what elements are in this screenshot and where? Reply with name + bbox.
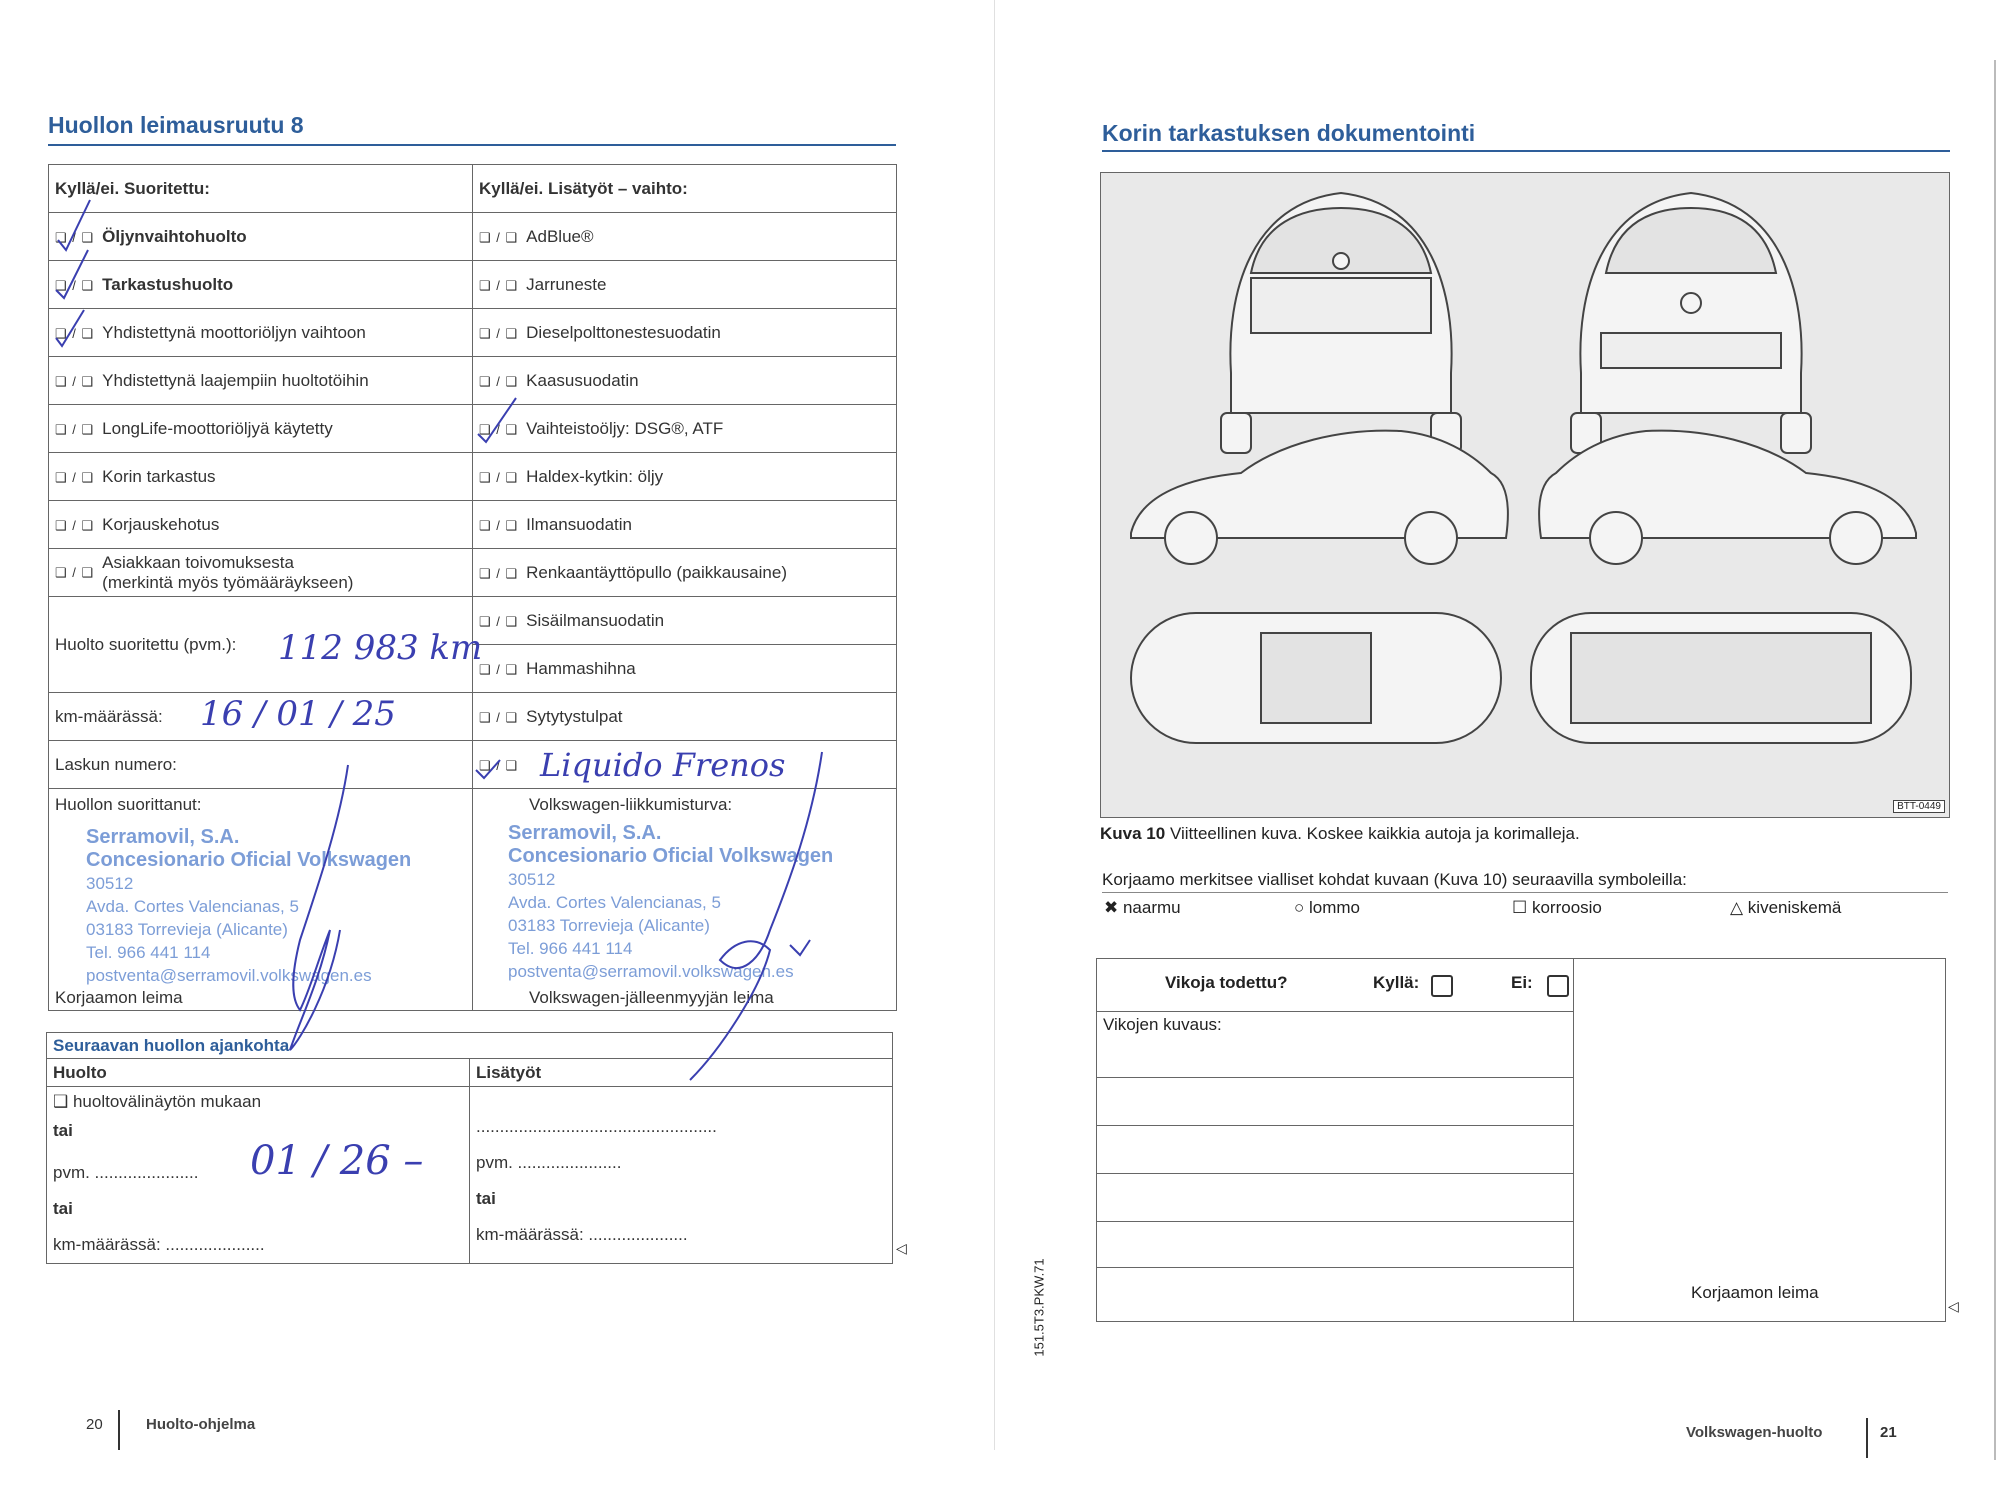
car-front-view <box>1571 193 1811 453</box>
desc-line-4[interactable] <box>1097 1221 1573 1222</box>
signature-right <box>690 752 822 1080</box>
symbols-rule <box>1102 892 1948 893</box>
checkbox-icon[interactable]: ❑ / ❑ <box>479 613 519 629</box>
desc-line-1[interactable] <box>1097 1077 1573 1078</box>
checkbox-icon[interactable]: ❑ / ❑ <box>479 421 519 437</box>
col1-row-6: ❑ / ❑ Korin tarkastus <box>49 453 473 501</box>
right-footer-bar <box>1866 1418 1868 1458</box>
col2-row-4: ❑ / ❑ Kaasusuodatin <box>473 357 897 405</box>
col1-row-5: ❑ / ❑ LongLife-moottoriöljyä käytetty <box>49 405 473 453</box>
col2-row-2: ❑ / ❑ Jarruneste <box>473 261 897 309</box>
mobility-cell: Volkswagen-liikkumisturva: Volkswagen-jälleenmyyjän leima <box>473 789 897 1011</box>
defects-table <box>1096 958 1946 1322</box>
col1-row-2: ❑ / ❑ Tarkastushuolto <box>49 261 473 309</box>
col1-row-3: ❑ / ❑ Yhdistettynä moottoriöljyn vaihtoon <box>49 309 473 357</box>
check-mark-1 <box>58 200 90 250</box>
km-cell: km-määrässä: <box>49 693 473 741</box>
column-divider <box>1573 959 1574 1321</box>
performed-by-cell: Huollon suorittanut: Korjaamon leima <box>49 789 473 1011</box>
next-service-title: Seuraavan huollon ajankohta <box>47 1033 893 1059</box>
col2-row-3: ❑ / ❑ Dieselpolttonestesuodatin <box>473 309 897 357</box>
next-service-right: ................................................... pvm. ...................... tai km-määrässä: ..................... <box>470 1087 893 1264</box>
right-page-title: Korin tarkastuksen dokumentointi <box>1102 120 1476 146</box>
right-page-label: Volkswagen-huolto <box>1686 1424 1823 1441</box>
car-underbody-view <box>1531 613 1911 743</box>
left-footer-bar <box>118 1410 120 1450</box>
col1-row-4: ❑ / ❑ Yhdistettynä laajempiin huoltotöihin <box>49 357 473 405</box>
signature-left <box>290 765 348 1050</box>
page-edge <box>1994 60 1996 1460</box>
checkbox-icon[interactable]: ❑ / ❑ <box>479 277 519 293</box>
left-page-title: Huollon leimausruutu 8 <box>48 112 304 138</box>
desc-line-5[interactable] <box>1097 1267 1573 1268</box>
service-date-cell: Huolto suoritettu (pvm.): <box>49 597 473 693</box>
checkbox-icon[interactable]: ❑ / ❑ <box>479 517 519 533</box>
checkbox-icon[interactable]: ❑ / ❑ <box>55 421 95 437</box>
handwritten-marks-svg <box>0 0 900 1100</box>
checkbox-icon[interactable]: ❑ / ❑ <box>55 469 95 485</box>
checkbox-icon[interactable]: ❑ / ❑ <box>479 565 519 581</box>
side-code: 151.5T3.PKW.71 <box>1031 1258 1047 1357</box>
checkbox-icon[interactable]: ❑ / ❑ <box>479 373 519 389</box>
left-page-number: 20 <box>86 1416 103 1433</box>
check-mark-4 <box>478 398 519 442</box>
right-title-rule <box>1102 150 1950 152</box>
symbol-corrosion: ☐ korroosio <box>1512 898 1602 917</box>
car-side-view-right <box>1539 431 1916 564</box>
col2-row-11: ❑ / ❑ Sytytystulpat <box>473 693 897 741</box>
car-diagram-frame <box>1100 172 1950 818</box>
car-rear-view <box>1221 193 1461 453</box>
col1-row-1: ❑ / ❑ Öljynvaihtohuolto <box>49 213 473 261</box>
handwritten-date: 16 / 01 / 25 <box>200 694 396 734</box>
check-mark-5 <box>476 760 500 778</box>
col2-row-7: ❑ / ❑ Ilmansuodatin <box>473 501 897 549</box>
next-service-left: ❑ huoltovälinäytön mukaan tai pvm. ...................... tai km-määrässä: ..................... <box>47 1087 470 1264</box>
continue-arrow-icon: ◁ <box>896 1240 907 1256</box>
checkbox-icon[interactable]: ❑ / ❑ <box>479 757 519 773</box>
symbol-dent: ○ lommo <box>1294 898 1360 917</box>
checkbox-icon[interactable]: ❑ / ❑ <box>55 517 95 533</box>
symbol-scratch: ✖ naarmu <box>1104 898 1181 917</box>
col2-row-9: ❑ / ❑ Sisäilmansuodatin <box>473 597 897 645</box>
col2-row-1: ❑ / ❑ AdBlue® <box>473 213 897 261</box>
page-gutter <box>994 0 995 1450</box>
desc-line-3[interactable] <box>1097 1173 1573 1174</box>
col2-row-8: ❑ / ❑ Renkaantäyttöpullo (paikkausaine) <box>473 549 897 597</box>
figure-caption: Kuva 10 Viitteellinen kuva. Koskee kaikkia autoja ja korimalleja. <box>1100 824 1580 843</box>
car-side-view-left <box>1131 431 1508 564</box>
col1-header: Kyllä/ei. Suoritettu: <box>49 165 473 213</box>
checkbox-icon[interactable]: ❑ / ❑ <box>479 229 519 245</box>
col2-row-5: ❑ / ❑ Vaihteistoöljy: DSG®, ATF <box>473 405 897 453</box>
car-diagram-svg <box>1101 173 1949 817</box>
checkbox-icon[interactable]: ❑ / ❑ <box>479 325 519 341</box>
checkbox-icon[interactable]: ❑ / ❑ <box>479 709 519 725</box>
checkbox-icon[interactable]: ❑ / ❑ <box>55 325 95 341</box>
dealer-stamp-left: Serramovil, S.A. Concesionario Oficial Volkswagen 30512 Avda. Cortes Valencianas, 5 03183 Torrevieja (Alicante) Tel. 966 441 114 postventa@serramovil.volkswagen.es <box>86 826 412 985</box>
continue-arrow-right-icon: ◁ <box>1948 1298 1959 1314</box>
defects-header-row: Vikoja todettu? Kyllä: Ei: <box>1097 959 1574 1012</box>
checkbox-icon[interactable]: ❑ / ❑ <box>479 469 519 485</box>
col2-row-10: ❑ / ❑ Hammashihna <box>473 645 897 693</box>
checkbox-icon[interactable]: ❑ / ❑ <box>55 277 95 293</box>
invoice-cell: Laskun numero: <box>49 741 473 789</box>
symbols-intro: Korjaamo merkitsee vialliset kohdat kuvaan (Kuva 10) seuraavilla symboleilla: <box>1102 870 1687 889</box>
check-mark-3 <box>56 310 84 346</box>
left-page-label: Huolto-ohjelma <box>146 1416 256 1433</box>
col2-row-6: ❑ / ❑ Haldex-kytkin: öljy <box>473 453 897 501</box>
yes-checkbox[interactable] <box>1431 975 1453 997</box>
handwritten-next-date: 01 / 26 – <box>250 1138 424 1184</box>
next-col1-header: Huolto <box>47 1059 470 1087</box>
checkbox-icon[interactable]: ❑ / ❑ <box>479 661 519 677</box>
checkbox-icon[interactable]: ❑ / ❑ <box>55 373 95 389</box>
desc-label: Vikojen kuvaus: <box>1103 1015 1222 1034</box>
handwritten-km: 112 983 km <box>278 628 483 668</box>
no-checkbox[interactable] <box>1547 975 1569 997</box>
col1-row-8: ❑ / ❑ Asiakkaan toivomuksesta (merkintä myös työmääräykseen) <box>49 549 473 597</box>
figure-code: BTT-0449 <box>1893 800 1945 813</box>
handwritten-brake-fluid: Liquido Frenos <box>540 746 786 784</box>
car-top-view <box>1131 613 1501 743</box>
col2-header: Kyllä/ei. Lisätyöt – vaihto: <box>473 165 897 213</box>
desc-line-2[interactable] <box>1097 1125 1573 1126</box>
checkbox-icon[interactable]: ❑ / ❑ <box>55 564 95 580</box>
col1-row-7: ❑ / ❑ Korjauskehotus <box>49 501 473 549</box>
checkbox-icon[interactable]: ❑ / ❑ <box>55 229 95 245</box>
next-col2-header: Lisätyöt <box>470 1059 893 1087</box>
check-mark-2 <box>56 250 88 298</box>
right-page-number: 21 <box>1880 1424 1897 1441</box>
workshop-stamp-label: Korjaamon leima <box>1691 1283 1819 1302</box>
symbol-chip: △ kiveniskemä <box>1730 898 1842 917</box>
dealer-stamp-right: Serramovil, S.A. Concesionario Oficial Volkswagen 30512 Avda. Cortes Valencianas, 5 03183 Torrevieja (Alicante) Tel. 966 441 114 postventa@serramovil.volkswagen.es <box>508 822 834 981</box>
